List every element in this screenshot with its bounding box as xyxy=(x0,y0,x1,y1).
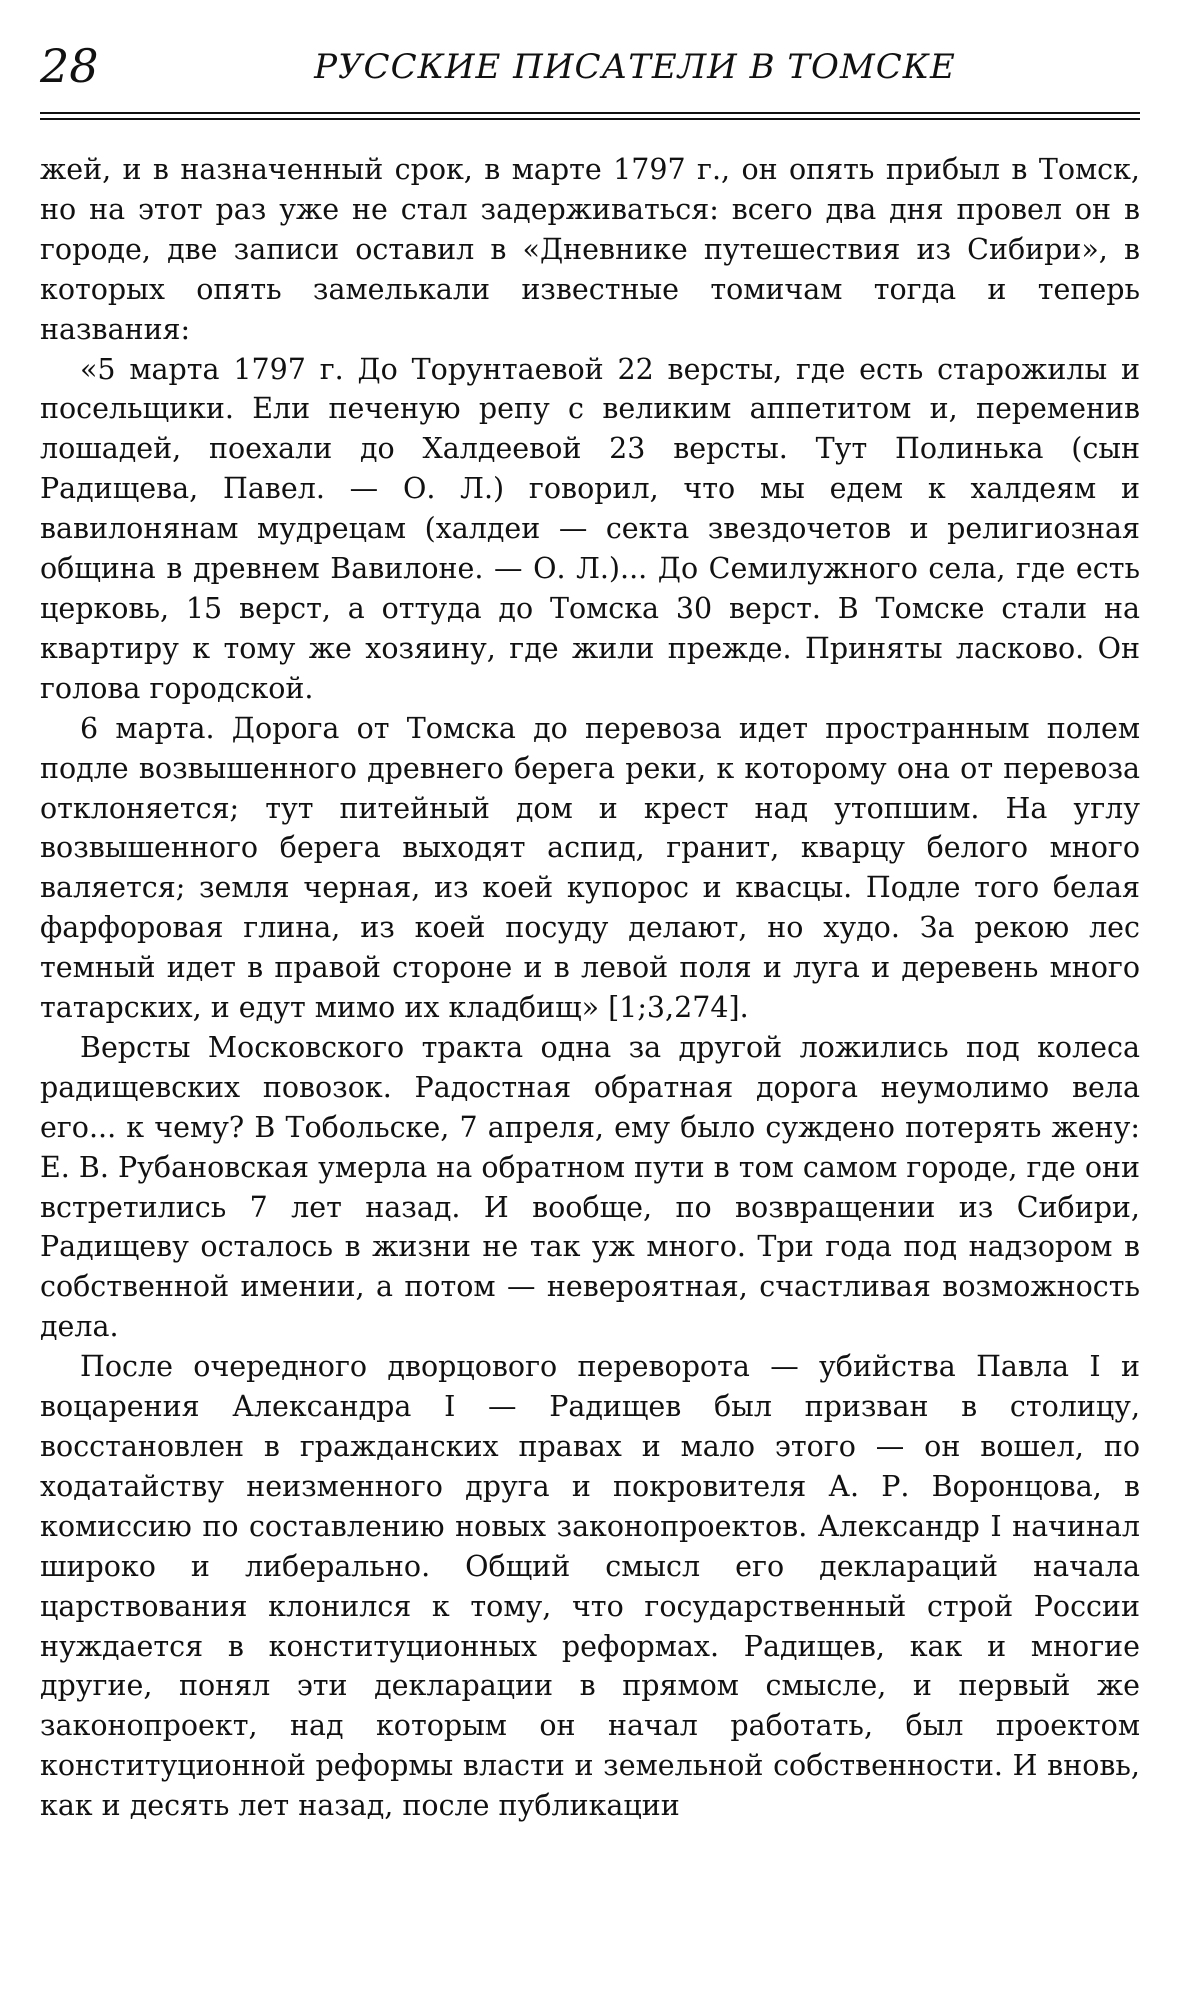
paragraph-moscow-tract: Версты Московского тракта одна за другой ложились под колеса радищевских повозок. Радостная обратная дорога неумолимо вела его... к чему? В Тобольске, 7 апреля, ему было суждено потерять жену: Е. В. Рубановская умерла на обратном пути в том самом городе, где они встретились 7 лет назад. И вообще, по возвращении из Сибири, Радищеву осталось в жизни не так уж много. Три года под надзором в собственной имении, а потом — невероятная, счастливая возможность дела. xyxy=(40,1030,1140,1344)
paragraph-continuation: жей, и в назначенный срок, в марте 1797 г., он опять прибыл в Томск, но на этот раз уже не стал задерживаться: всего два дня провел он в городе, две записи оставил в «Дневнике путешествия из Сибири», в которых опять замелькали известные томичам тогда и теперь названия: xyxy=(40,153,1140,346)
header-rule-top xyxy=(40,112,1140,114)
paragraph-quote-march-5: «5 марта 1797 г. До Торунтаевой 22 версты, где есть старожилы и посельщики. Ели печеную репу с великим аппетитом и, переменив лошадей, поехали до Халдеевой 23 версты. Тут Полинька (сын Радищева, Павел. — О. Л.) говорил, что мы едем к халдеям и вавилонянам мудрецам (халдеи — секта звездочетов и религиозная община в древнем Вавилоне. — О. Л.)... До Семилужного села, где есть церковь, 15 верст, а оттуда до Томска 30 верст. В Томске стали на квартиру к тому же хозяину, где жили прежде. Приняты ласково. Он голова городской. xyxy=(40,352,1140,705)
body-text xyxy=(40,150,1140,1826)
header-rule-bottom xyxy=(40,118,1140,120)
running-title: РУССКИЕ ПИСАТЕЛИ В ТОМСКЕ xyxy=(314,47,956,87)
book-page xyxy=(40,30,1140,1826)
paragraph-palace-coup: После очередного дворцового переворота — убийства Павла I и воцарения Александра I — Радищев был призван в столицу, восстановлен в гражданских правах и мало этого — он вошел, по ходатайству неизменного друга и покровителя А. Р. Воронцова, в комиссию по составлению новых законопроектов. Александр I начинал широко и либерально. Общий смысл его деклараций начала царствования клонился к тому, что государственный строй России нуждается в конституционных реформах. Радищев, как и многие другие, понял эти декларации в прямом смысле, и первый же законопроект, над которым он начал работать, был проектом конституционной реформы власти и земельной собственности. И вновь, как и десять лет назад, после публикации xyxy=(40,1350,1140,1823)
page-number: 28 xyxy=(40,39,99,93)
paragraph-quote-march-6: 6 марта. Дорога от Томска до перевоза идет пространным полем подле возвышенного древнего берега реки, к которому она от перевоза отклоняется; тут питейный дом и крест над утопшим. На углу возвышенного берега выходят аспид, гранит, кварцу белого много валяется; земля черная, из коей купорос и квасцы. Подле того белая фарфоровая глина, из коей посуду делают, но худо. За рекою лес темный идет в правой стороне и в левой поля и луга и деревень много татарских, и едут мимо их кладбищ» [1;3,274]. xyxy=(40,711,1140,1025)
page-header xyxy=(40,30,1140,102)
